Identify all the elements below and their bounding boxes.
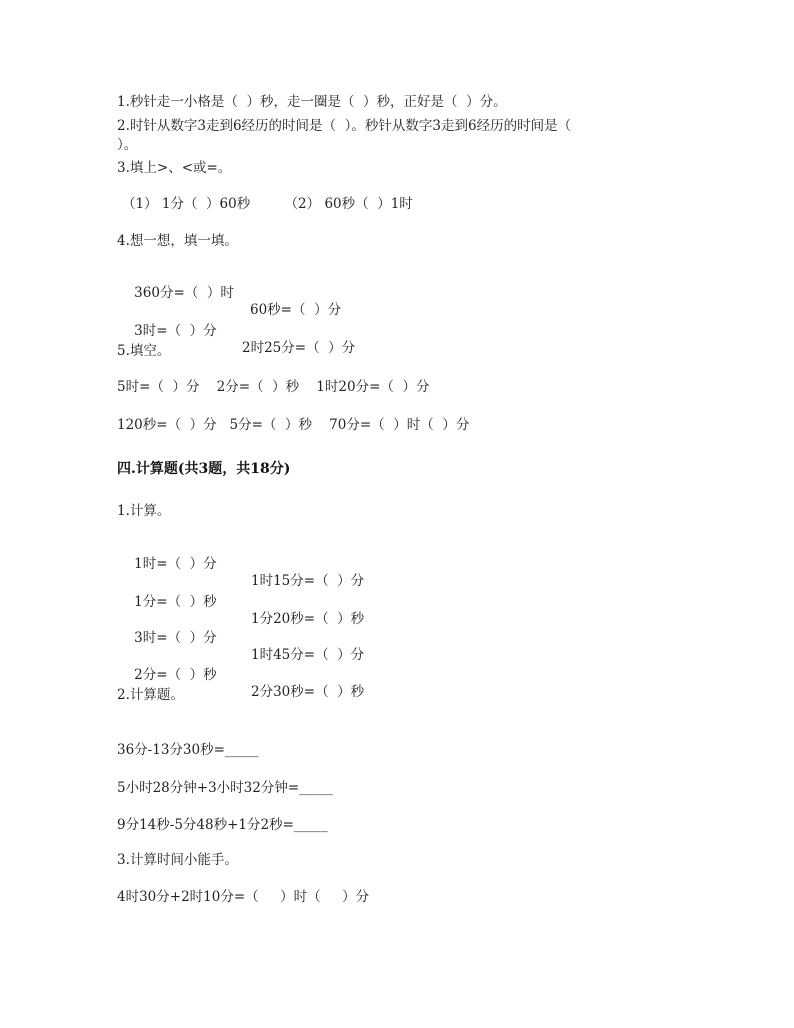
computation-item: 9分14秒-5分48秒+1分2秒=_____ xyxy=(117,817,328,833)
problem-computation-title: 2.计算题。 xyxy=(117,687,184,703)
calculate-item: 1分20秒=（ ）秒 xyxy=(251,611,365,627)
computation-item: 5小时28分钟+3小时32分钟=_____ xyxy=(117,780,333,796)
calculate-item: 2分30秒=（ ）秒 xyxy=(251,684,365,700)
question-hour-hand-line1: 2.时针从数字3走到6经历的时间是（ ）。秒针从数字3走到6经历的时间是（ xyxy=(117,118,572,134)
calculate-item: 3时=（ ）分 xyxy=(134,630,217,646)
question-compare-title: 3.填上>、<或=。 xyxy=(117,160,232,176)
calculate-item: 1分=（ ）秒 xyxy=(134,594,217,610)
think-fill-item: 2时25分=（ ）分 xyxy=(242,340,356,356)
calculate-item: 1时45分=（ ）分 xyxy=(251,647,365,663)
computation-item: 36分-13分30秒=_____ xyxy=(117,742,259,758)
think-fill-item: 60秒=（ ）分 xyxy=(250,302,342,318)
problem-time-master-title: 3.计算时间小能手。 xyxy=(117,852,238,868)
problem-calculate-title: 1.计算。 xyxy=(117,503,171,519)
fill-blank-row-1: 5时=（ ）分 2分=（ ）秒 1时20分=（ ）分 xyxy=(117,379,430,395)
question-think-fill-title: 4.想一想，填一填。 xyxy=(117,233,238,249)
question-seconds-hand: 1.秒针走一小格是（ ）秒，走一圈是（ ）秒，正好是（ ）分。 xyxy=(117,94,507,110)
question-hour-hand-line2: ）。 xyxy=(117,137,138,153)
calculate-item: 2分=（ ）秒 xyxy=(134,667,217,683)
question-compare-items: （1） 1分（ ）60秒 （2） 60秒（ ）1时 xyxy=(122,196,413,212)
calculate-item: 1时=（ ）分 xyxy=(134,556,217,572)
think-fill-item: 3时=（ ）分 xyxy=(134,323,217,339)
think-fill-item: 360分=（ ）时 xyxy=(134,285,234,301)
fill-blank-row-2: 120秒=（ ）分 5分=（ ）秒 70分=（ ）时（ ）分 xyxy=(117,417,470,433)
calculate-item: 1时15分=（ ）分 xyxy=(251,573,365,589)
section-heading-calculation: 四.计算题(共3题，共18分) xyxy=(117,461,291,477)
question-fill-blank-title: 5.填空。 xyxy=(117,343,171,359)
time-master-item: 4时30分+2时10分=（ ）时（ ）分 xyxy=(117,889,370,905)
